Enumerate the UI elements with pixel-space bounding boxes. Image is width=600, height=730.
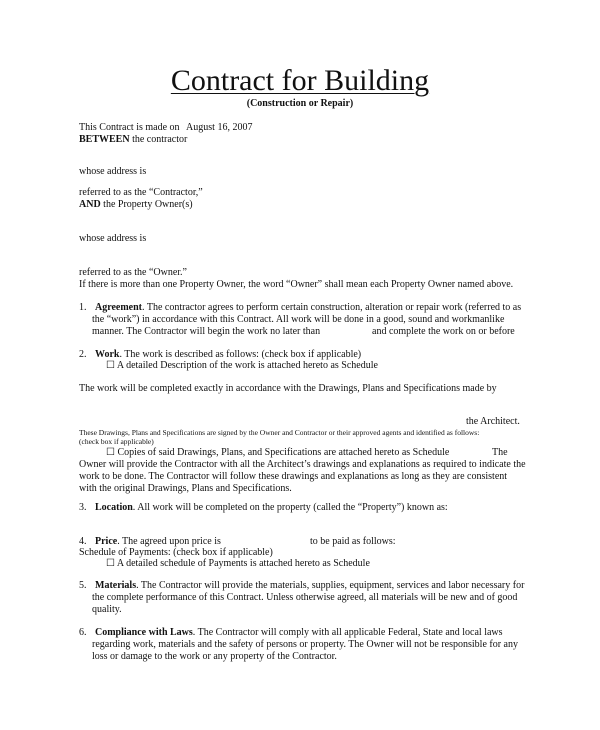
section-work-line4: work to be done. The Contractor will follow these drawings and explanations as long as they are consistent [79,471,508,482]
between-label: BETWEEN [79,134,130,145]
section-number: 6. [79,627,87,638]
section-agreement-line2: the “work”) in accordance with this Contract. All work will be done in a good, sound and workmanlike [92,314,505,325]
made-on-label: This Contract is made on [79,122,180,133]
section-work-line3: Owner will provide the Contractor with all the Architect’s drawings and explanations as required to indicate the [79,459,526,470]
document-title: Contract for Building [170,64,430,97]
contractor-address-label: whose address is [79,166,147,177]
section-work-line5: with the original Drawings, Plans and Specifications. [79,483,292,494]
payment-schedule-checkbox[interactable]: ☐ A detailed schedule of Payments is attached hereto as Schedule [106,558,370,569]
section-number: 4. [79,536,87,547]
the-contractor-text: the contractor [132,134,188,145]
section-materials-line3: quality. [92,604,122,615]
check-box-note: (check box if applicable) [79,437,154,446]
section-heading: Compliance with Laws [95,627,193,638]
section-work-line2: The work will be completed exactly in accordance with the Drawings, Plans and Specifications made by [79,383,497,394]
section-price-line2: Schedule of Payments: (check box if applicable) [79,547,273,558]
section-number: 5. [79,580,87,591]
section-text: . The work is described as follows: (check box if applicable) [119,349,362,360]
section-number: 2. [79,349,87,360]
document-subtitle: (Construction or Repair) [246,98,354,109]
section-agreement-line3b: and complete the work on or before [372,326,515,337]
section-compliance-line2: regarding work, materials and the safety of persons or property. The Owner will not be responsible for any [92,639,518,650]
intro-and [79,199,193,211]
work-description-checkbox[interactable]: ☐ A detailed Description of the work is attached hereto as Schedule [106,360,378,371]
architect-label: the Architect. [466,416,520,427]
section-compliance-line3: loss or damage to the work or any property of the Contractor. [92,651,337,662]
the-label: The [492,447,508,458]
intro-between [79,134,187,146]
section-heading: Materials [95,580,137,591]
more-than-one-owner: If there is more than one Property Owner, the word “Owner” shall mean each Property Owner named above. [79,279,514,290]
section-materials-line2: the complete performance of this Contract. Unless otherwise agreed, all materials will be new and of good [92,592,518,603]
section-text: . The Contractor will provide the materials, supplies, equipment, services and labor necessary for [136,580,525,591]
section-text: . The agreed upon price is [117,536,221,547]
section-price-line1b: to be paid as follows: [310,536,396,547]
section-heading: Agreement [95,302,143,313]
section-heading: Work [95,349,120,360]
intro-made-on [79,122,252,134]
referred-owner: referred to as the “Owner.” [79,267,187,278]
drawings-signed-note: These Drawings, Plans and Specifications are signed by the Owner and Contractor or their approved agents and identified as follows: [79,428,480,437]
section-text: . All work will be completed on the property (called the “Property”) known as: [132,502,448,513]
section-compliance-line1 [79,627,503,639]
section-number: 1. [79,302,87,313]
section-agreement-line1 [79,302,521,314]
section-text: . The contractor agrees to perform certain construction, alteration or repair work (referred to as [142,302,522,313]
section-heading: Location [95,502,133,513]
contract-date: August 16, 2007 [186,122,253,133]
referred-contractor: referred to as the “Contractor,” [79,187,203,198]
owner-address-label: whose address is [79,233,147,244]
section-number: 3. [79,502,87,513]
drawings-attached-checkbox[interactable]: ☐ Copies of said Drawings, Plans, and Specifications are attached hereto as Schedule [106,447,450,458]
section-text: . The Contractor will comply with all applicable Federal, State and local laws [192,627,503,638]
property-owners-text: the Property Owner(s) [103,199,193,210]
section-location-line1 [79,502,448,514]
section-heading: Price [95,536,118,547]
section-agreement-line3a: manner. The Contractor will begin the work no later than [92,326,321,337]
and-label: AND [79,199,101,210]
section-materials-line1 [79,580,524,592]
